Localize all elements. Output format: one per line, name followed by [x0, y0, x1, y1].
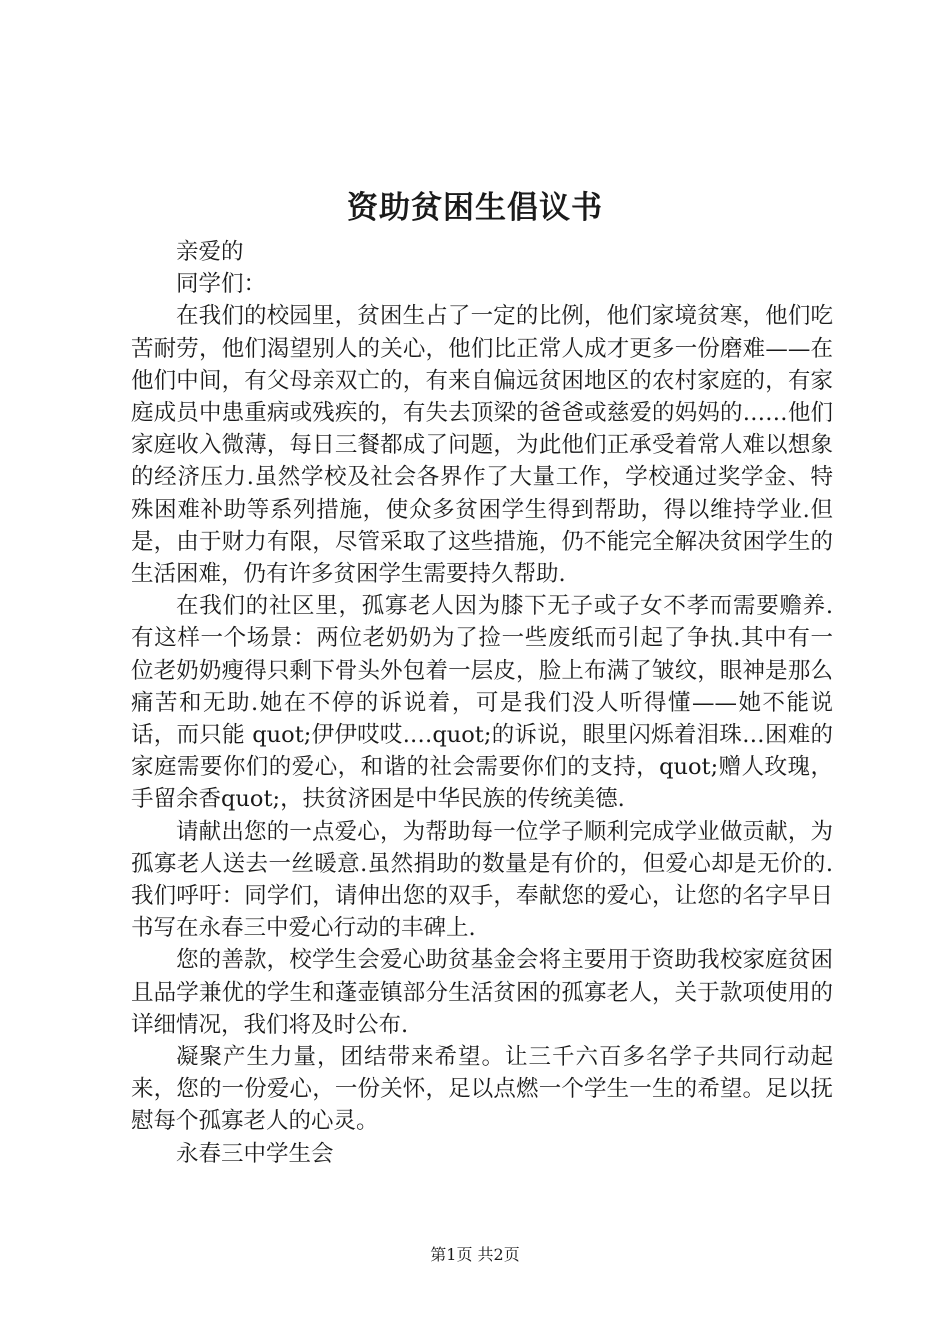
- paragraph-2: 在我们的社区里，孤寡老人因为膝下无子或子女不孝而需要赡养.有这样一个场景：两位老奶奶为了捡一些废纸而引起了争执.其中有一位老奶奶瘦得只剩下骨头外包着一层皮，脸上布满了皱纹，眼神是那么痛苦和无助.她在不停的诉说着，可是我们没人听得懂——她不能说话，而只能 quot;伊伊哎哎.…quot;的诉说，眼里闪烁着泪珠…困难的家庭需要你们的爱心，和谐的社会需要你们的支持，quot;赠人玫瑰，手留余香quot;，扶贫济困是中华民族的传统美德.: [131, 593, 833, 813]
- paragraph-4: 您的善款，校学生会爱心助贫基金会将主要用于资助我校家庭贫困且品学兼优的学生和蓬壶镇部分生活贫困的孤寡老人，关于款项使用的详细情况，我们将及时公布.: [131, 947, 833, 1038]
- page-number-footer: 第1页 共2页: [430, 1245, 520, 1264]
- salutation-line-1: 亲爱的: [176, 239, 244, 265]
- paragraph-5: 凝聚产生力量，团结带来希望。让三千六百多名学子共同行动起来，您的一份爱心，一份关怀，足以点燃一个学生一生的希望。足以抚慰每个孤寡老人的心灵。: [131, 1044, 833, 1135]
- paragraph-1: 在我们的校园里，贫困生占了一定的比例，他们家境贫寒，他们吃苦耐劳，他们渴望别人的关心，他们比正常人成才更多一份磨难——在他们中间，有父母亲双亡的，有来自偏远贫困地区的农村家庭的，有家庭成员中患重病或残疾的，有失去顶梁的爸爸或慈爱的妈妈的……他们家庭收入微薄，每日三餐都成了问题，为此他们正承受着常人难以想象的经济压力.虽然学校及社会各界作了大量工作，学校通过奖学金、特殊困难补助等系列措施，使众多贫困学生得到帮助，得以维持学业.但是，由于财力有限，尽管采取了这些措施，仍不能完全解决贫困学生的生活困难，仍有许多贫困学生需要持久帮助.: [131, 303, 833, 588]
- signature: 永春三中学生会: [176, 1140, 334, 1167]
- salutation-line-2: 同学们：: [176, 271, 267, 298]
- document-body: [131, 236, 833, 1170]
- paragraph-3: 请献出您的一点爱心，为帮助每一位学子顺利完成学业做贡献，为孤寡老人送去一丝暖意.虽然捐助的数量是有价的，但爱心却是无价的.我们呼吁：同学们，请伸出您的双手，奉献您的爱心，让您的名字早日书写在永春三中爱心行动的丰碑上.: [131, 818, 833, 942]
- document-title: 资助贫困生倡议书: [347, 190, 603, 226]
